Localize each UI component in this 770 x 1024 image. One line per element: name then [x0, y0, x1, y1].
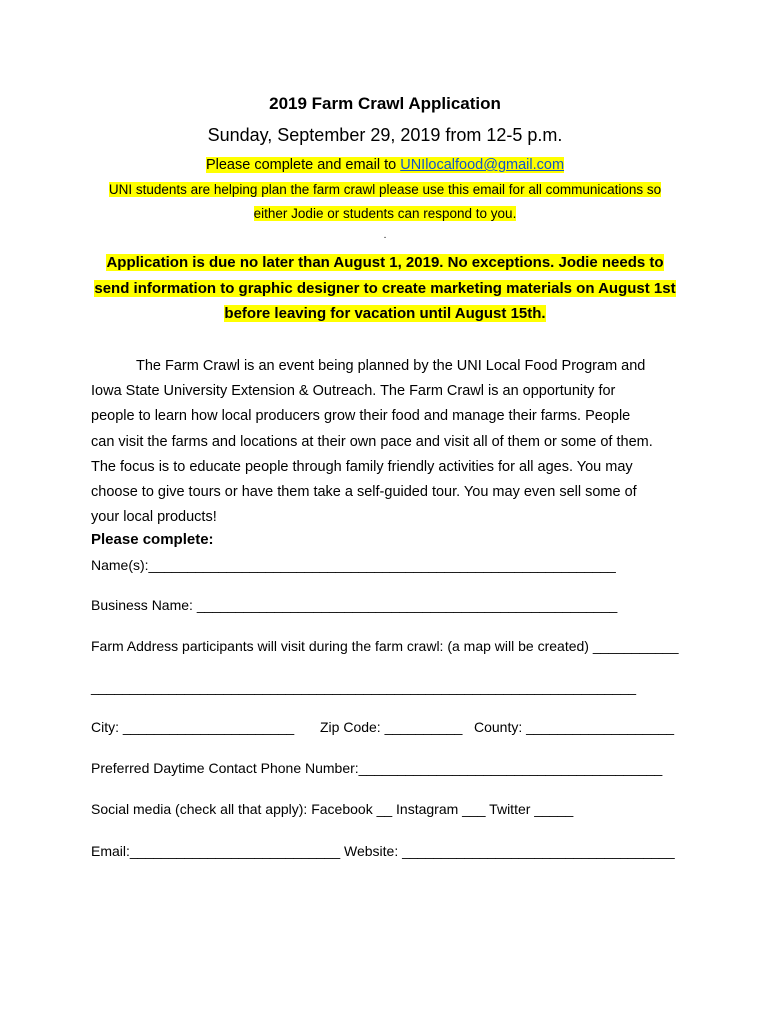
zip-code-field[interactable]: Zip Code: __________ — [320, 719, 463, 735]
phone-field[interactable]: Preferred Daytime Contact Phone Number:_______________________________________ — [91, 760, 663, 776]
note-line-2 — [0, 206, 770, 221]
email-instruction-text: Please complete and email to — [205, 157, 401, 173]
note-line-1 — [0, 182, 770, 197]
intro-line: choose to give tours or have them take a self-guided tour. You may even sell some of — [91, 484, 637, 501]
email-instruction-highlight — [206, 157, 564, 173]
event-date-text: Sunday, September 29, 2019 from 12-5 p.m. — [207, 125, 563, 145]
deadline-line-3-text: before leaving for vacation until August 15th. — [224, 305, 546, 322]
separator-dot-text: . — [383, 230, 387, 241]
city-zip-county-row — [91, 719, 691, 735]
intro-line: The Farm Crawl is an event being planned by the UNI Local Food Program and — [136, 358, 646, 374]
email-link[interactable]: UNIlocalfood@gmail.com — [400, 157, 565, 173]
form-heading: Please complete: — [91, 531, 214, 548]
title-text: 2019 Farm Crawl Application — [269, 94, 501, 113]
business-name-field[interactable]: Business Name: ______________________________________________________ — [91, 597, 618, 613]
event-date — [0, 125, 770, 146]
county-field[interactable]: County: ___________________ — [474, 719, 675, 735]
email-website-field[interactable]: Email:___________________________ Website: ___________________________________ — [91, 843, 675, 859]
intro-line: can visit the farms and locations at their own pace and visit all of them or some of them. — [91, 433, 653, 450]
names-field[interactable]: Name(s):____________________________________________________________ — [91, 557, 616, 573]
note-line-2-text: either Jodie or students can respond to you. — [253, 206, 517, 221]
farm-address-continuation-field[interactable]: ______________________________________________________________________ — [91, 679, 637, 695]
intro-line: your local products! — [91, 509, 217, 526]
social-media-field[interactable]: Social media (check all that apply): Facebook __ Instagram ___ Twitter _____ — [91, 801, 574, 817]
deadline-line-1 — [0, 254, 770, 271]
intro-line: people to learn how local producers grow their food and manage their farms. People — [91, 408, 631, 425]
intro-paragraph — [91, 354, 691, 530]
intro-line: The focus is to educate people through family friendly activities for all ages. You may — [91, 458, 633, 475]
farm-address-field[interactable]: Farm Address participants will visit during the farm crawl: (a map will be created) ___________ — [91, 638, 679, 654]
deadline-line-2 — [0, 280, 770, 297]
separator-dot — [0, 230, 770, 241]
deadline-line-2-text: send information to graphic designer to create marketing materials on August 1st — [94, 280, 676, 297]
document-title — [0, 94, 770, 114]
intro-line: Iowa State University Extension & Outreach. The Farm Crawl is an opportunity for — [91, 383, 616, 400]
city-field[interactable]: City: ______________________ — [91, 719, 295, 735]
deadline-line-1-text: Application is due no later than August 1, 2019. No exceptions. Jodie needs to — [106, 254, 664, 271]
note-line-1-text: UNI students are helping plan the farm crawl please use this email for all communications so — [108, 182, 662, 197]
deadline-line-3 — [0, 305, 770, 322]
email-instruction — [0, 157, 770, 173]
